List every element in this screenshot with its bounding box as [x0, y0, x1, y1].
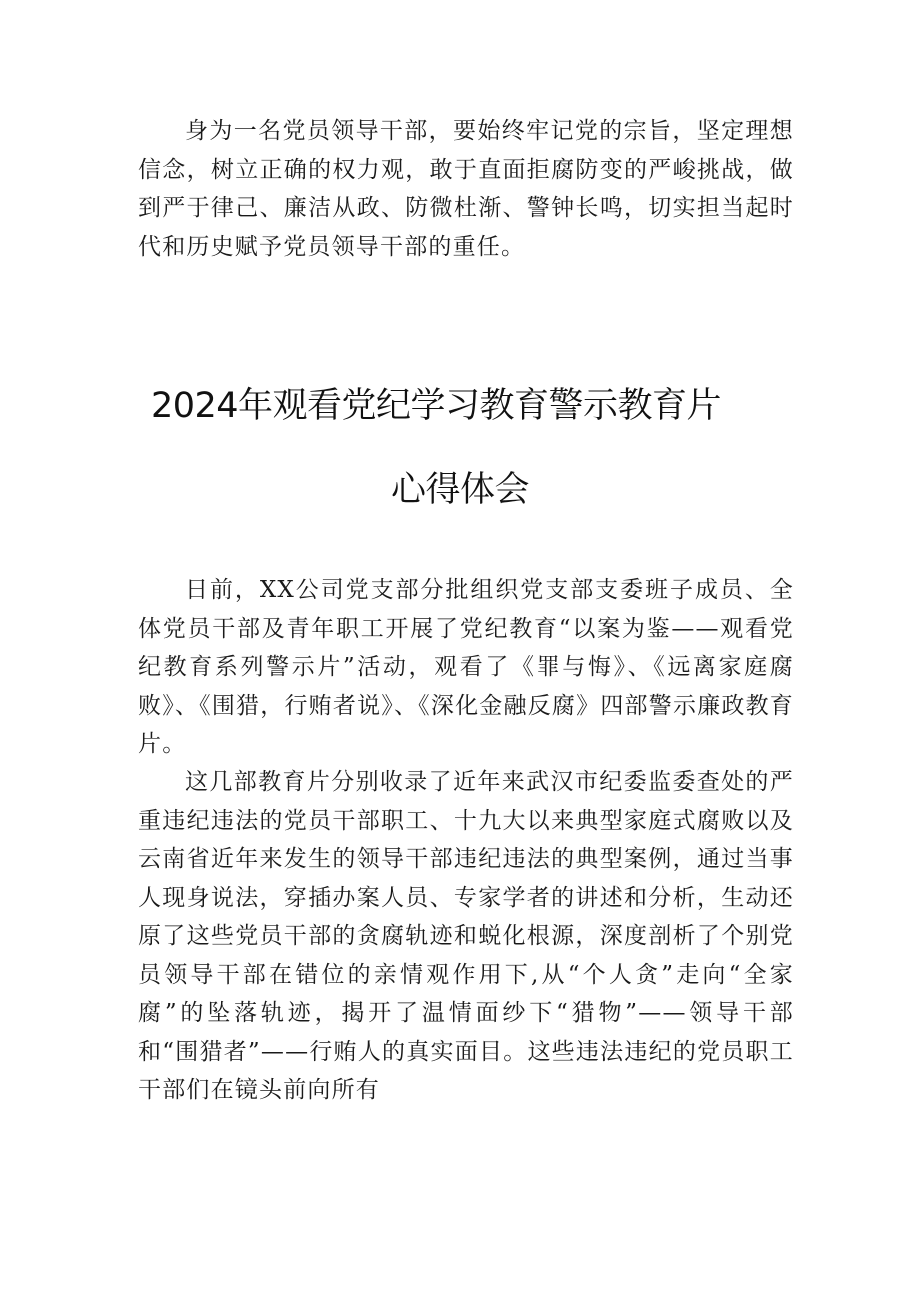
document-title-line-2: 心得体会	[390, 470, 529, 510]
body-paragraph-1: 日前，XX公司党支部分批组织党支部支委班子成员、全体党员干部及青年职工开展了党纪教育“以案为鉴——观看党纪教育系列警示片”活动，观看了《罪与悔》、《远离家庭腐败》、《围猎，行贿者说》、《深化金融反腐》四部警示廉政教育片。	[138, 577, 794, 757]
document-title-line-1: 2024年观看党纪学习教育警示教育片	[150, 386, 722, 426]
body-paragraph-2: 这几部教育片分别收录了近年来武汉市纪委监委查处的严重违纪违法的党员干部职工、十九大以来典型家庭式腐败以及云南省近年来发生的领导干部违纪违法的典型案例，通过当事人现身说法，穿插办案人员、专家学者的讲述和分析，生动还原了这些党员干部的贪腐轨迹和蜕化根源，深度剖析了个别党员领导干部在错位的亲情观作用下,从“个人贪”走向“全家腐”的坠落轨迹，揭开了温情面纱下“猎物”——领导干部和“围猎者”——行贿人的真实面目。这些违法违纪的党员职工干部们在镜头前向所有	[138, 769, 794, 1103]
intro-paragraph: 身为一名党员领导干部，要始终牢记党的宗旨，坚定理想信念，树立正确的权力观，敢于直面拒腐防变的严峻挑战，做到严于律己、廉洁从政、防微杜渐、警钟长鸣，切实担当起时代和历史赋予党员领导干部的重任。	[138, 118, 794, 260]
